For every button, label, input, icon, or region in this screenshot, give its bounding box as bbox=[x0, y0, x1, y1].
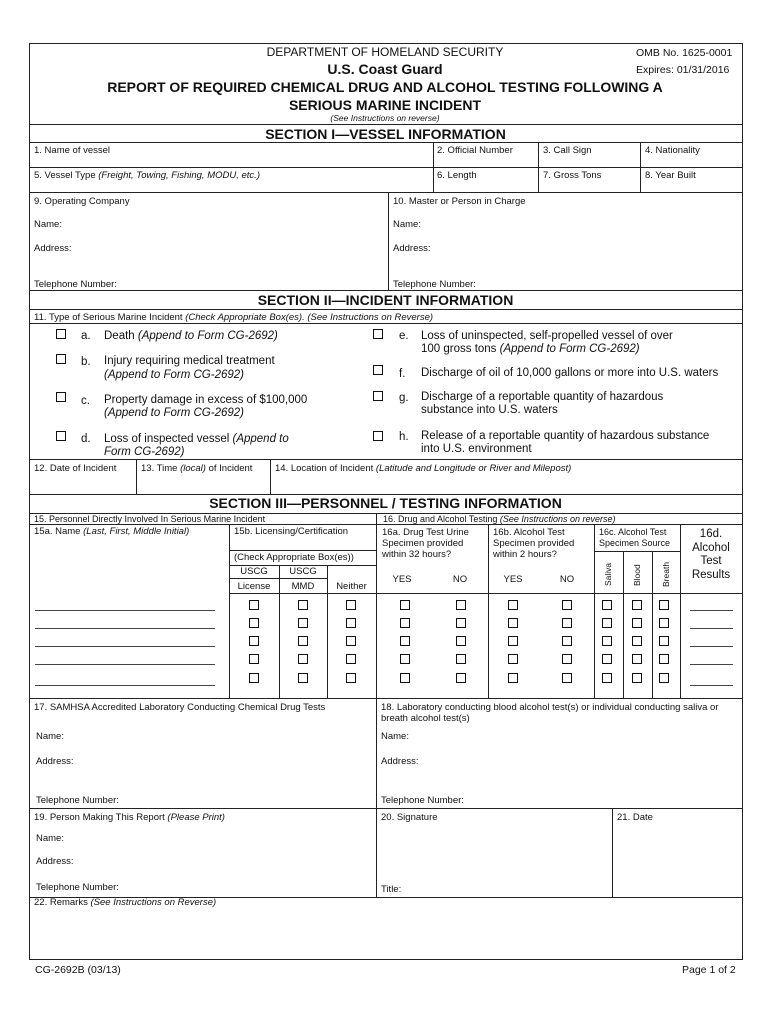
operating-company-name[interactable]: Name: bbox=[34, 219, 62, 230]
breath-checkbox[interactable] bbox=[659, 618, 669, 628]
alcohol-no-checkbox[interactable] bbox=[562, 600, 572, 610]
location-label: 14. Location of Incident bbox=[275, 463, 376, 474]
blood-header: Blood bbox=[632, 564, 642, 586]
incident-letter: e. bbox=[399, 330, 409, 342]
drug-no-checkbox[interactable] bbox=[456, 600, 466, 610]
blood-checkbox[interactable] bbox=[632, 654, 642, 664]
gross-tons-label: 7. Gross Tons bbox=[543, 170, 602, 181]
incident-injury-label: Injury requiring medical treatment bbox=[104, 355, 275, 367]
vessel-type-label: 5. Vessel Type bbox=[34, 170, 99, 181]
samhsa-lab-name[interactable]: Name: bbox=[36, 731, 64, 742]
call-sign-field[interactable] bbox=[543, 145, 637, 167]
section3-title: SECTION III—PERSONNEL / TESTING INFORMATION bbox=[209, 495, 562, 511]
call-sign-label: 3. Call Sign bbox=[543, 145, 592, 156]
divider bbox=[29, 290, 742, 291]
incident-oil-discharge-checkbox[interactable] bbox=[373, 365, 383, 375]
divider bbox=[29, 167, 742, 168]
incident-letter: a. bbox=[81, 330, 91, 342]
signature-field[interactable] bbox=[381, 812, 609, 882]
license-checkbox[interactable] bbox=[249, 600, 259, 610]
incident-hazardous-water-checkbox[interactable] bbox=[373, 391, 383, 401]
mmd-header: MMD bbox=[291, 581, 315, 592]
incident-letter: h. bbox=[399, 431, 409, 443]
divider bbox=[594, 551, 680, 552]
divider bbox=[388, 192, 389, 290]
specimen-line: Specimen Source bbox=[599, 538, 671, 548]
incident-type-text: 11. Type of Serious Marine Incident bbox=[34, 312, 186, 323]
vessel-type-field[interactable] bbox=[34, 170, 429, 190]
divider bbox=[229, 550, 376, 551]
uscg-mmd-header-1: USCG bbox=[289, 566, 317, 577]
incident-type-label bbox=[34, 312, 433, 323]
alcohol-yes-checkbox[interactable] bbox=[508, 673, 518, 683]
personnel-name-line[interactable] bbox=[35, 628, 215, 629]
name-col-text: 15a. Name bbox=[34, 526, 84, 537]
drug-yes-checkbox[interactable] bbox=[400, 673, 410, 683]
section1-title: SECTION I—VESSEL INFORMATION bbox=[265, 126, 506, 142]
results-line: Alcohol bbox=[692, 541, 730, 554]
check-boxes-hint: (Check Appropriate Box(es)) bbox=[234, 552, 354, 563]
location-hint: (Latitude and Longitude or River and Milepost) bbox=[375, 463, 572, 474]
divider bbox=[488, 524, 489, 698]
name-column-header bbox=[34, 526, 189, 537]
samhsa-lab-label: 17. SAMHSA Accredited Laboratory Conducting Chemical Drug Tests bbox=[34, 702, 326, 713]
alcohol-no-checkbox[interactable] bbox=[562, 636, 572, 646]
divider bbox=[623, 551, 624, 698]
name-col-hint: (Last, First, Middle Initial) bbox=[83, 526, 190, 537]
neither-checkbox[interactable] bbox=[346, 673, 356, 683]
mmd-checkbox[interactable] bbox=[298, 636, 308, 646]
incident-hazardous-env-label: Release of a reportable quantity of hazardous substance bbox=[421, 430, 710, 442]
incident-letter: d. bbox=[81, 433, 91, 445]
date-label: 21. Date bbox=[617, 812, 653, 823]
neither-checkbox[interactable] bbox=[346, 600, 356, 610]
personnel-label: 15. Personnel Directly Involved In Serious Marine Incident bbox=[34, 514, 266, 524]
alcohol-result-line[interactable] bbox=[690, 685, 733, 686]
drug-test-line: Specimen provided bbox=[382, 538, 464, 549]
alcohol-result-line[interactable] bbox=[690, 646, 733, 647]
divider bbox=[612, 808, 613, 898]
divider bbox=[29, 808, 742, 809]
incident-letter: f. bbox=[399, 368, 406, 380]
header-dept: DEPARTMENT OF HOMELAND SECURITY bbox=[266, 45, 504, 59]
operating-company-address[interactable]: Address: bbox=[34, 243, 72, 254]
reporter-title-field[interactable]: Title: bbox=[381, 884, 402, 895]
reporter-text: 19. Person Making This Report bbox=[34, 812, 168, 823]
alcohol-lab-address[interactable]: Address: bbox=[381, 756, 419, 767]
item-text: 100 gross tons bbox=[421, 343, 500, 355]
saliva-checkbox[interactable] bbox=[602, 618, 612, 628]
header-agency: U.S. Coast Guard bbox=[327, 61, 443, 77]
vessel-name-label: 1. Name of vessel bbox=[34, 145, 111, 156]
license-header: License bbox=[237, 581, 271, 592]
neither-header: Neither bbox=[336, 581, 367, 592]
divider bbox=[29, 524, 742, 525]
incident-loss-uninspected-line2 bbox=[421, 343, 640, 356]
page-number: Page 1 of 2 bbox=[682, 964, 736, 976]
results-line: Test bbox=[700, 555, 722, 567]
alcohol-test-line: within 2 hours? bbox=[493, 549, 557, 560]
incident-loss-uninspected-label: Loss of uninspected, self-propelled vessel of over bbox=[421, 330, 673, 342]
drug-yes-checkbox[interactable] bbox=[400, 636, 410, 646]
remarks-hint: (See Instructions on Reverse) bbox=[90, 897, 217, 908]
nationality-field[interactable] bbox=[645, 145, 739, 167]
date-field[interactable] bbox=[617, 812, 739, 892]
alcohol-no-header: NO bbox=[559, 574, 575, 585]
license-checkbox[interactable] bbox=[249, 618, 259, 628]
divider bbox=[29, 698, 742, 699]
divider bbox=[29, 142, 742, 143]
alcohol-results-header bbox=[680, 528, 742, 582]
results-line: Results bbox=[691, 568, 731, 581]
drug-test-line: within 32 hours? bbox=[382, 549, 452, 560]
year-built-field[interactable] bbox=[645, 170, 739, 190]
incident-injury-checkbox[interactable] bbox=[56, 354, 66, 364]
incident-letter: c. bbox=[81, 395, 90, 407]
alcohol-result-line[interactable] bbox=[690, 664, 733, 665]
incident-oil-discharge-label: Discharge of oil of 10,000 gallons or more into U.S. waters bbox=[421, 367, 719, 379]
results-line: 16d. bbox=[699, 528, 723, 540]
blood-checkbox[interactable] bbox=[632, 600, 642, 610]
section2-title: SECTION II—INCIDENT INFORMATION bbox=[257, 292, 514, 308]
official-number-label: 2. Official Number bbox=[437, 145, 513, 156]
divider bbox=[652, 551, 653, 698]
drug-test-line: 16a. Drug Test Urine bbox=[382, 527, 469, 538]
time-label: 13. Time bbox=[141, 463, 181, 474]
signature-label: 20. Signature bbox=[381, 812, 438, 823]
remarks-field[interactable] bbox=[34, 897, 736, 955]
alcohol-test-line: Specimen provided bbox=[493, 538, 575, 549]
neither-checkbox[interactable] bbox=[346, 636, 356, 646]
drug-no-checkbox[interactable] bbox=[456, 673, 466, 683]
alcohol-no-checkbox[interactable] bbox=[562, 618, 572, 628]
incident-hazardous-water-line2: substance into U.S. waters bbox=[421, 404, 558, 416]
date-of-incident-label: 12. Date of Incident bbox=[34, 463, 117, 474]
license-checkbox[interactable] bbox=[249, 673, 259, 683]
personnel-name-line[interactable] bbox=[35, 685, 215, 686]
alcohol-yes-header: YES bbox=[503, 574, 523, 585]
incident-letter: g. bbox=[399, 392, 409, 404]
incident-hazardous-water-label: Discharge of a reportable quantity of hazardous bbox=[421, 391, 664, 403]
alcohol-lab-name[interactable]: Name: bbox=[381, 731, 409, 742]
master-name[interactable]: Name: bbox=[393, 219, 421, 230]
form-number: CG-2692B (03/13) bbox=[35, 964, 121, 976]
reporter-hint: (Please Print) bbox=[167, 812, 225, 823]
drug-yes-header: YES bbox=[392, 574, 412, 585]
alcohol-yes-checkbox[interactable] bbox=[508, 636, 518, 646]
license-checkbox[interactable] bbox=[249, 654, 259, 664]
alcohol-lab-label bbox=[381, 702, 741, 724]
item-italic: (Append to bbox=[232, 433, 289, 445]
alcohol-no-checkbox[interactable] bbox=[562, 654, 572, 664]
incident-property-append: (Append to Form CG-2692) bbox=[104, 407, 244, 419]
personnel-name-line[interactable] bbox=[35, 610, 215, 611]
reporter-phone[interactable]: Telephone Number: bbox=[36, 882, 119, 893]
saliva-checkbox[interactable] bbox=[602, 673, 612, 683]
drug-yes-checkbox[interactable] bbox=[400, 600, 410, 610]
incident-letter: b. bbox=[81, 356, 91, 368]
alcohol-yes-checkbox[interactable] bbox=[508, 654, 518, 664]
divider bbox=[29, 124, 742, 125]
incident-injury-append: (Append to Form CG-2692) bbox=[104, 369, 244, 381]
operating-company-phone[interactable]: Telephone Number: bbox=[34, 279, 117, 290]
alcohol-result-line[interactable] bbox=[690, 628, 733, 629]
drug-yes-checkbox[interactable] bbox=[400, 618, 410, 628]
master-phone[interactable]: Telephone Number: bbox=[393, 279, 476, 290]
blood-checkbox[interactable] bbox=[632, 636, 642, 646]
incident-loss-uninspected-checkbox[interactable] bbox=[373, 329, 383, 339]
length-field[interactable] bbox=[437, 170, 535, 190]
drug-no-checkbox[interactable] bbox=[456, 654, 466, 664]
mmd-checkbox[interactable] bbox=[298, 600, 308, 610]
neither-checkbox[interactable] bbox=[346, 654, 356, 664]
incident-property-label: Property damage in excess of $100,000 bbox=[104, 394, 308, 406]
saliva-header: Saliva bbox=[603, 562, 613, 586]
reporter-name[interactable]: Name: bbox=[36, 833, 64, 844]
breath-checkbox[interactable] bbox=[659, 673, 669, 683]
specimen-line: 16c. Alcohol Test bbox=[599, 527, 667, 537]
personnel-name-line[interactable] bbox=[35, 664, 215, 665]
mmd-checkbox[interactable] bbox=[298, 618, 308, 628]
divider bbox=[29, 323, 742, 324]
header-see-instructions: (See Instructions on reverse) bbox=[330, 113, 440, 123]
breath-header: Breath bbox=[661, 561, 671, 587]
specimen-source-header bbox=[599, 527, 670, 549]
incident-type-hint: (Check Appropriate Box(es). (See Instructions on Reverse) bbox=[185, 312, 434, 323]
header-title1: REPORT OF REQUIRED CHEMICAL DRUG AND ALCOHOL TESTING FOLLOWING A bbox=[107, 79, 663, 95]
drug-no-checkbox[interactable] bbox=[456, 618, 466, 628]
uscg-license-header-1: USCG bbox=[240, 566, 268, 577]
master-label: 10. Master or Person in Charge bbox=[393, 196, 526, 207]
drug-yes-checkbox[interactable] bbox=[400, 654, 410, 664]
expires-date: Expires: 01/31/2016 bbox=[636, 64, 730, 76]
incident-hazardous-env-line2: into U.S. environment bbox=[421, 443, 532, 455]
samhsa-lab-address[interactable]: Address: bbox=[36, 756, 74, 767]
breath-checkbox[interactable] bbox=[659, 600, 669, 610]
reporter-address[interactable]: Address: bbox=[36, 856, 74, 867]
divider bbox=[136, 459, 137, 494]
alcohol-yes-checkbox[interactable] bbox=[508, 618, 518, 628]
samhsa-lab-phone[interactable]: Telephone Number: bbox=[36, 795, 119, 806]
blood-checkbox[interactable] bbox=[632, 618, 642, 628]
time-of-incident-field[interactable] bbox=[141, 463, 267, 491]
alcohol-yes-checkbox[interactable] bbox=[508, 600, 518, 610]
saliva-checkbox[interactable] bbox=[602, 654, 612, 664]
breath-checkbox[interactable] bbox=[659, 636, 669, 646]
testing-hint: (See Instructions on reverse) bbox=[499, 514, 616, 524]
mmd-checkbox[interactable] bbox=[298, 673, 308, 683]
alcohol-lab-line: breath alcohol test(s) bbox=[381, 713, 470, 724]
item-italic: (Append to Form CG-2692) bbox=[499, 343, 640, 355]
incident-loss-inspected-append: Form CG-2692) bbox=[104, 446, 185, 458]
mmd-checkbox[interactable] bbox=[298, 654, 308, 664]
incident-loss-inspected-label bbox=[104, 433, 289, 446]
saliva-checkbox[interactable] bbox=[602, 600, 612, 610]
official-number-field[interactable] bbox=[437, 145, 535, 167]
time-suffix: of Incident bbox=[205, 463, 253, 474]
divider bbox=[229, 578, 327, 579]
divider bbox=[270, 459, 271, 494]
divider bbox=[229, 593, 742, 594]
year-built-label: 8. Year Built bbox=[645, 170, 696, 181]
alcohol-test-header bbox=[493, 527, 574, 560]
drug-test-header bbox=[382, 527, 469, 560]
vessel-name-field[interactable] bbox=[34, 145, 429, 167]
alcohol-result-line[interactable] bbox=[690, 610, 733, 611]
blood-checkbox[interactable] bbox=[632, 673, 642, 683]
incident-death-label bbox=[104, 330, 278, 343]
item-text: Death bbox=[104, 330, 138, 342]
omb-number: OMB No. 1625-0001 bbox=[636, 47, 733, 59]
drug-no-header: NO bbox=[452, 574, 468, 585]
license-checkbox[interactable] bbox=[249, 636, 259, 646]
vessel-type-hint: (Freight, Towing, Fishing, MODU, etc.) bbox=[98, 170, 260, 181]
length-label: 6. Length bbox=[437, 170, 477, 181]
divider bbox=[376, 698, 377, 898]
header-title2: SERIOUS MARINE INCIDENT bbox=[288, 97, 482, 113]
date-of-incident-field[interactable] bbox=[34, 463, 134, 491]
alcohol-test-line: 16b. Alcohol Test bbox=[493, 527, 565, 538]
gross-tons-field[interactable] bbox=[543, 170, 637, 190]
breath-checkbox[interactable] bbox=[659, 654, 669, 664]
alcohol-lab-line: 18. Laboratory conducting blood alcohol test(s) or individual conducting saliva or bbox=[381, 702, 719, 713]
testing-text: 16. Drug and Alcohol Testing bbox=[383, 514, 500, 524]
divider bbox=[29, 192, 742, 193]
item-italic: (Append to Form CG-2692) bbox=[137, 330, 278, 342]
drug-no-checkbox[interactable] bbox=[456, 636, 466, 646]
incident-hazardous-env-checkbox[interactable] bbox=[373, 431, 383, 441]
operating-company-label: 9. Operating Company bbox=[34, 196, 130, 207]
master-address[interactable]: Address: bbox=[393, 243, 431, 254]
saliva-checkbox[interactable] bbox=[602, 636, 612, 646]
nationality-label: 4. Nationality bbox=[645, 145, 700, 156]
personnel-name-line[interactable] bbox=[35, 646, 215, 647]
incident-property-checkbox[interactable] bbox=[56, 392, 66, 402]
incident-loss-inspected-checkbox[interactable] bbox=[56, 431, 66, 441]
divider bbox=[376, 513, 377, 698]
neither-checkbox[interactable] bbox=[346, 618, 356, 628]
divider bbox=[29, 309, 742, 310]
location-of-incident-field[interactable] bbox=[275, 463, 737, 491]
incident-death-checkbox[interactable] bbox=[56, 329, 66, 339]
alcohol-no-checkbox[interactable] bbox=[562, 673, 572, 683]
licensing-header: 15b. Licensing/Certification bbox=[234, 526, 349, 537]
alcohol-lab-phone[interactable]: Telephone Number: bbox=[381, 795, 464, 806]
remarks-label: 22. Remarks bbox=[34, 897, 91, 908]
item-text: Loss of inspected vessel bbox=[104, 433, 233, 445]
reporter-label bbox=[34, 812, 225, 823]
time-local: (local) bbox=[180, 463, 206, 474]
